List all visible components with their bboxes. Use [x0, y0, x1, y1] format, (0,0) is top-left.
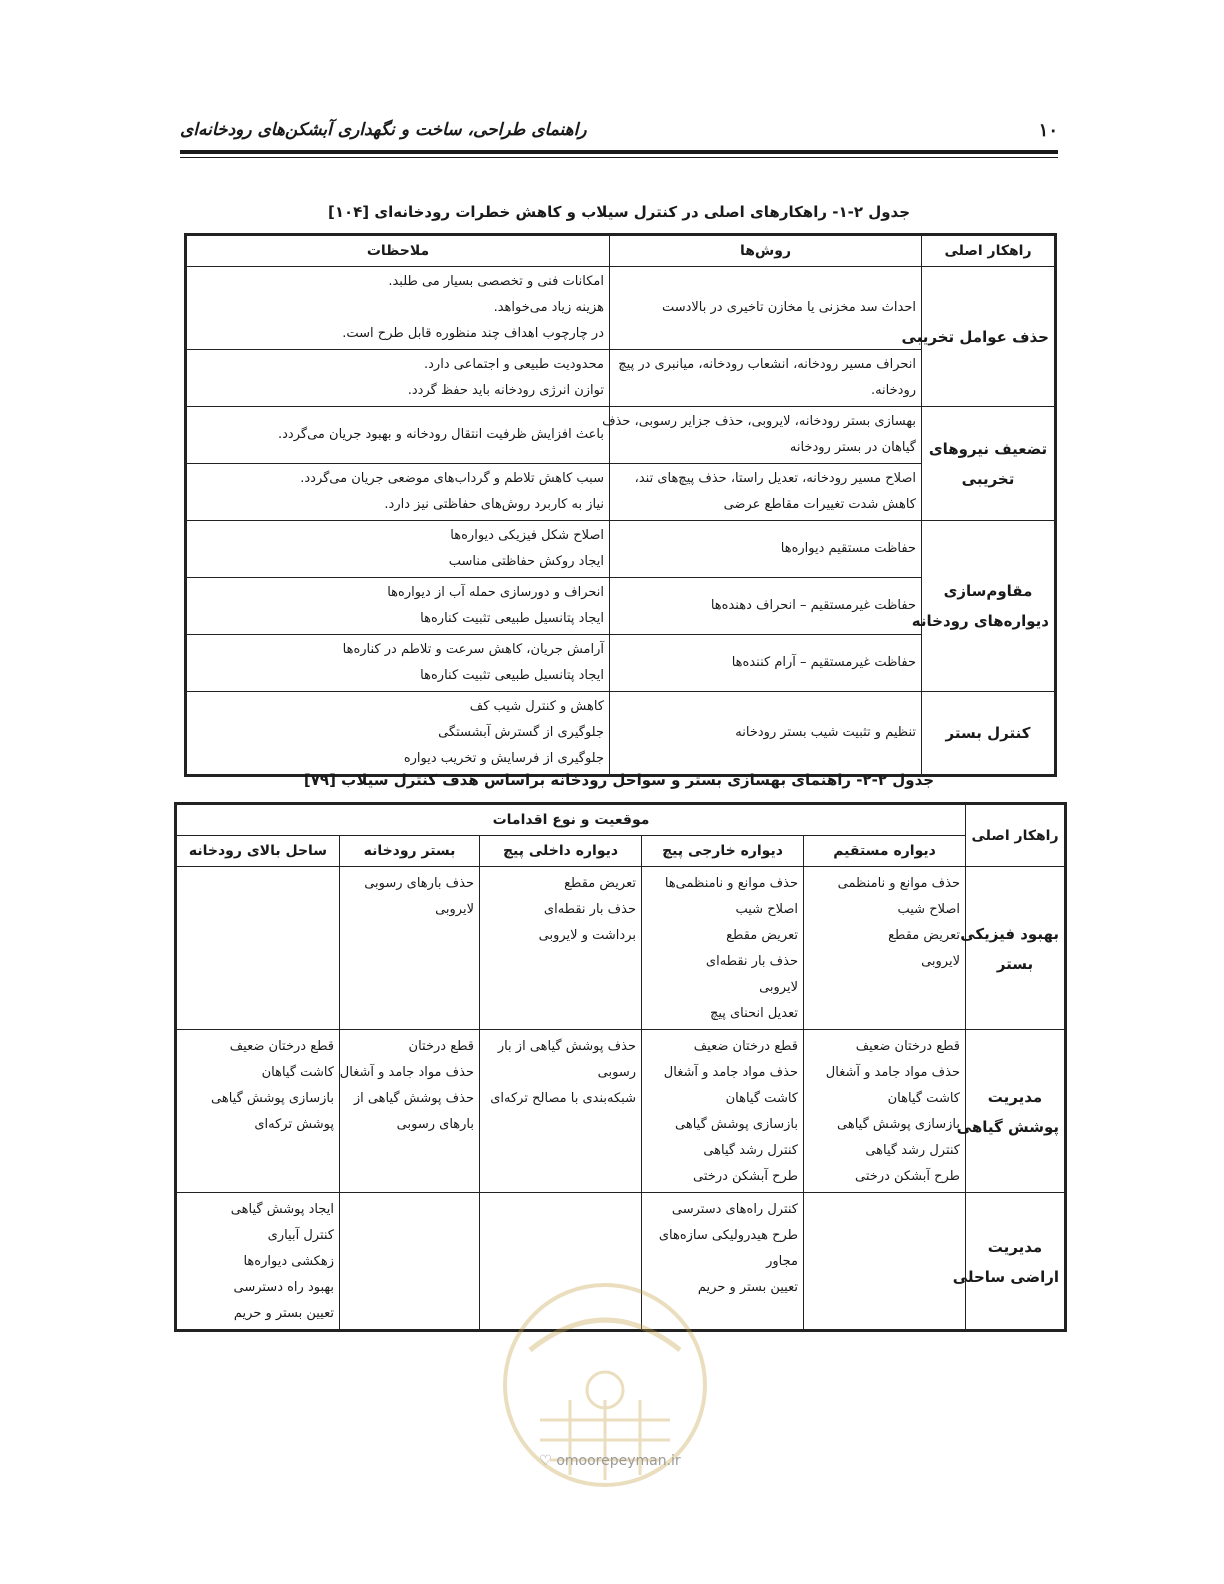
cell-line: بهبود فیزیکی [960, 925, 1059, 943]
table-row [186, 267, 1056, 350]
table-row [186, 692, 1056, 776]
page-number: ۱۰ [1038, 120, 1058, 141]
cell-line: حذف موانع و نامنظمی [837, 876, 960, 891]
cell-line: حفاظت مستقیم دیواره‌ها [780, 541, 916, 556]
notes-cell [186, 267, 610, 350]
main-strategy-cell [901, 267, 1056, 407]
cell-line: تخریبی [961, 469, 1015, 488]
page-header [180, 118, 1058, 148]
cell-line: بهسازی بستر رودخانه، لایروبی، حذف جزایر رسوبی، حذف [602, 414, 916, 429]
cell-line: احداث سد مخزنی یا مخازن تاخیری در بالادست [661, 300, 916, 315]
cell-line: قطع درختان ضعیف [229, 1039, 334, 1054]
cell-line: اصلاح شکل فیزیکی دیواره‌ها [450, 528, 604, 543]
cell-line: زهکشی دیواره‌ها [243, 1254, 334, 1269]
header-main-strategy: راهکار اصلی [922, 235, 1056, 267]
table2-body [176, 867, 1066, 1331]
cell-line: ایجاد پتانسیل طبیعی تثبیت کناره‌ها [420, 611, 604, 626]
cell-line: کنترل رشد گیاهی [703, 1143, 798, 1158]
methods-cell [610, 350, 922, 407]
watermark-site-label: ♡ omoorepeyman.ir [539, 1453, 681, 1469]
cell-line: کنترل رشد گیاهی [865, 1143, 960, 1158]
cell-line: رسوبی [597, 1065, 636, 1080]
column-header: دیواره خارجی پیچ [642, 836, 804, 867]
cell-line: حذف پوشش گیاهی از [353, 1091, 474, 1106]
running-title: راهنمای طراحی، ساخت و نگهداری آبشکن‌های رودخانه‌ای [180, 120, 587, 140]
cell-line: مجاور [766, 1254, 798, 1269]
cell-line: کاشت گیاهان [261, 1065, 334, 1080]
column-header: ساحل بالای رودخانه [176, 836, 340, 867]
cell-line: قطع درختان ضعیف [855, 1039, 960, 1054]
action-cell [176, 1193, 340, 1331]
cell-line: ایجاد روکش حفاظتی مناسب [448, 554, 604, 569]
main-strategy-cell [922, 692, 1056, 776]
table-row [176, 1030, 1066, 1193]
cell-line: لایروبی [921, 954, 960, 969]
methods-cell [610, 267, 922, 350]
action-cell [642, 867, 804, 1030]
cell-line: لایروبی [435, 902, 474, 917]
main-strategy-cell [952, 1193, 1066, 1331]
cell-line: انحراف مسیر رودخانه، انشعاب رودخانه، میانبری در پیچ [618, 357, 916, 372]
notes-cell [186, 635, 610, 692]
cell-line: شبکه‌بندی با مصالح ترکه‌ای [490, 1091, 636, 1106]
cell-line: سبب کاهش تلاطم و گرداب‌های موضعی جریان می‌گردد. [300, 471, 604, 486]
cell-line: کاهش و کنترل شیب کف [469, 699, 604, 714]
strategies-table [184, 233, 1057, 777]
notes-cell [186, 521, 610, 578]
table1-body [186, 267, 1056, 776]
table1-header-row [186, 235, 1056, 267]
action-cell [804, 1193, 966, 1331]
cell-line: حذف مواد جامد و آشغال [339, 1065, 474, 1080]
action-cell [804, 1030, 966, 1193]
column-header: بستر رودخانه [340, 836, 480, 867]
cell-line: حذف عوامل تخریبی [901, 327, 1049, 346]
cell-line: طرح آبشکن درختی [693, 1169, 798, 1184]
action-cell [340, 1193, 480, 1331]
cell-line: کنترل آبیاری [267, 1228, 334, 1243]
action-cell [340, 867, 480, 1030]
cell-line: دیواره‌های رودخانه [911, 612, 1049, 630]
cell-line: حفاظت غیرمستقیم – آرام کننده‌ها [731, 655, 916, 670]
cell-line: کاهش شدت تغییرات مقاطع عرضی [723, 497, 916, 512]
cell-line: پوشش ترکه‌ای [254, 1117, 334, 1132]
action-cell [480, 867, 642, 1030]
methods-cell [602, 407, 922, 464]
cell-line: تعریض مقطع [726, 928, 798, 943]
cell-line: پوشش گیاهی [956, 1118, 1059, 1136]
cell-line: گیاهان در بستر رودخانه [789, 440, 916, 455]
methods-cell [610, 464, 922, 521]
cell-line: بهبود راه دسترسی [233, 1280, 334, 1295]
methods-cell [610, 692, 922, 776]
cell-line: بستر [996, 955, 1034, 973]
header-notes: ملاحظات [186, 235, 610, 267]
column-header: دیواره داخلی پیچ [480, 836, 642, 867]
cell-line: توازن انرژی رودخانه باید حفظ گردد. [407, 383, 604, 398]
action-cell [176, 867, 340, 1030]
cell-line: بازسازی پوشش گیاهی [675, 1117, 798, 1132]
table2-header-row-1 [176, 804, 1066, 836]
cell-line: جلوگیری از گسترش آبشستگی [438, 725, 604, 740]
cell-line: طرح هیدرولیکی سازه‌های [658, 1228, 798, 1243]
cell-line: کاشت گیاهان [725, 1091, 798, 1106]
cell-line: تعدیل انحنای پیچ [709, 1006, 798, 1021]
main-strategy-cell [960, 867, 1066, 1030]
cell-line: حذف بار نقطه‌ای [705, 954, 798, 969]
action-cell [642, 1030, 804, 1193]
cell-line: تعیین بستر و حریم [697, 1280, 798, 1295]
cell-line: بارهای رسوبی [396, 1117, 474, 1132]
cell-line: حذف پوشش گیاهی از بار [497, 1039, 636, 1054]
cell-line: انحراف و دورسازی حمله آب از دیواره‌ها [387, 585, 604, 600]
notes-cell [186, 578, 610, 635]
cell-line: حذف مواد جامد و آشغال [825, 1065, 960, 1080]
cell-line: بازسازی پوشش گیاهی [837, 1117, 960, 1132]
cell-line: مدیریت [987, 1238, 1043, 1256]
cell-line: ایجاد پتانسیل طبیعی تثبیت کناره‌ها [420, 668, 604, 683]
cell-line: حفاظت غیرمستقیم – انحراف دهنده‌ها [710, 598, 916, 613]
cell-line: محدودیت طبیعی و اجتماعی دارد. [424, 357, 604, 372]
main-strategy-cell [956, 1030, 1066, 1193]
cell-line: آرامش جریان، کاهش سرعت و تلاطم در کناره‌ها [342, 642, 604, 657]
column-header: دیواره مستقیم [804, 836, 966, 867]
methods-cell [610, 635, 922, 692]
cell-line: بازسازی پوشش گیاهی [211, 1091, 334, 1106]
header-methods: روش‌ها [610, 235, 922, 267]
cell-line: تعریض مقطع [888, 928, 960, 943]
cell-line: حذف بار نقطه‌ای [543, 902, 636, 917]
cell-line: لایروبی [759, 980, 798, 995]
bed-and-bank-guide-table [174, 802, 1067, 1332]
cell-line: مقاوم‌سازی [943, 582, 1033, 600]
cell-line: هزینه زیاد می‌خواهد. [493, 300, 604, 315]
cell-line: تنظیم و تثبیت شیب بستر رودخانه [735, 725, 916, 740]
notes-cell [186, 692, 610, 776]
header-rule-thick [180, 150, 1058, 154]
table2-header-row-2 [176, 836, 1066, 867]
cell-line: قطع درختان ضعیف [693, 1039, 798, 1054]
cell-line: تضعیف نیروهای [928, 439, 1048, 458]
methods-cell [610, 521, 922, 578]
action-cell [176, 1030, 340, 1193]
cell-line: اصلاح شیب [897, 902, 960, 917]
header-main-strategy-2: راهکار اصلی [966, 804, 1066, 867]
table-row [186, 521, 1056, 578]
table2-caption: جدول ۲-۲- راهنمای بهسازی بستر و سواحل رودخانه براساس هدف کنترل سیلاب [۷۹] [303, 771, 935, 789]
table-row [176, 867, 1066, 1030]
cell-line: ایجاد پوشش گیاهی [230, 1202, 334, 1217]
cell-line: کنترل راه‌های دسترسی [671, 1202, 798, 1217]
cell-line: اصلاح شیب [735, 902, 798, 917]
cell-line: در چارچوب اهداف چند منظوره قابل طرح است. [342, 326, 604, 341]
cell-line: حذف بارهای رسوبی [364, 876, 474, 891]
header-rule-thin [180, 157, 1058, 158]
action-cell [804, 867, 966, 1030]
watermark-site-text: omoorepeyman.ir [556, 1453, 681, 1469]
cell-line: امکانات فنی و تخصصی بسیار می طلبد. [388, 274, 604, 289]
action-cell [340, 1030, 480, 1193]
notes-cell [186, 350, 610, 407]
notes-cell [186, 464, 610, 521]
header-location-group: موقعیت و نوع اقدامات [176, 804, 966, 836]
cell-line: کنترل بستر [945, 724, 1031, 742]
cell-line: قطع درختان [408, 1039, 474, 1054]
main-strategy-cell [922, 407, 1056, 521]
cell-line: کاشت گیاهان [887, 1091, 960, 1106]
methods-cell [610, 578, 922, 635]
action-cell [480, 1030, 642, 1193]
cell-line: اصلاح مسیر رودخانه، تعدیل راستا، حذف پیچ‌های تند، [634, 471, 916, 486]
cell-line: رودخانه. [870, 383, 916, 398]
cell-line: اراضی ساحلی [952, 1268, 1059, 1286]
cell-line: جلوگیری از فرسایش و تخریب دیواره [403, 751, 604, 766]
cell-line: باعث افزایش ظرفیت انتقال رودخانه و بهبود جریان می‌گردد. [278, 427, 604, 442]
cell-line: مدیریت [987, 1088, 1043, 1106]
cell-line: طرح آبشکن درختی [855, 1169, 960, 1184]
table-row [186, 407, 1056, 464]
cell-line: حذف موانع و نامنظمی‌ها [664, 876, 798, 891]
cell-line: برداشت و لایروبی [538, 928, 636, 943]
cell-line: نیاز به کاربرد روش‌های حفاظتی نیز دارد. [384, 497, 604, 512]
main-strategy-cell [911, 521, 1056, 692]
cell-line: تعریض مقطع [564, 876, 636, 891]
table1-caption: جدول ۲-۱- راهکارهای اصلی در کنترل سیلاب و کاهش خطرات رودخانه‌ای [۱۰۴] [327, 203, 911, 221]
cell-line: تعیین بستر و حریم [233, 1306, 334, 1321]
notes-cell [186, 407, 610, 464]
cell-line: حذف مواد جامد و آشغال [663, 1065, 798, 1080]
